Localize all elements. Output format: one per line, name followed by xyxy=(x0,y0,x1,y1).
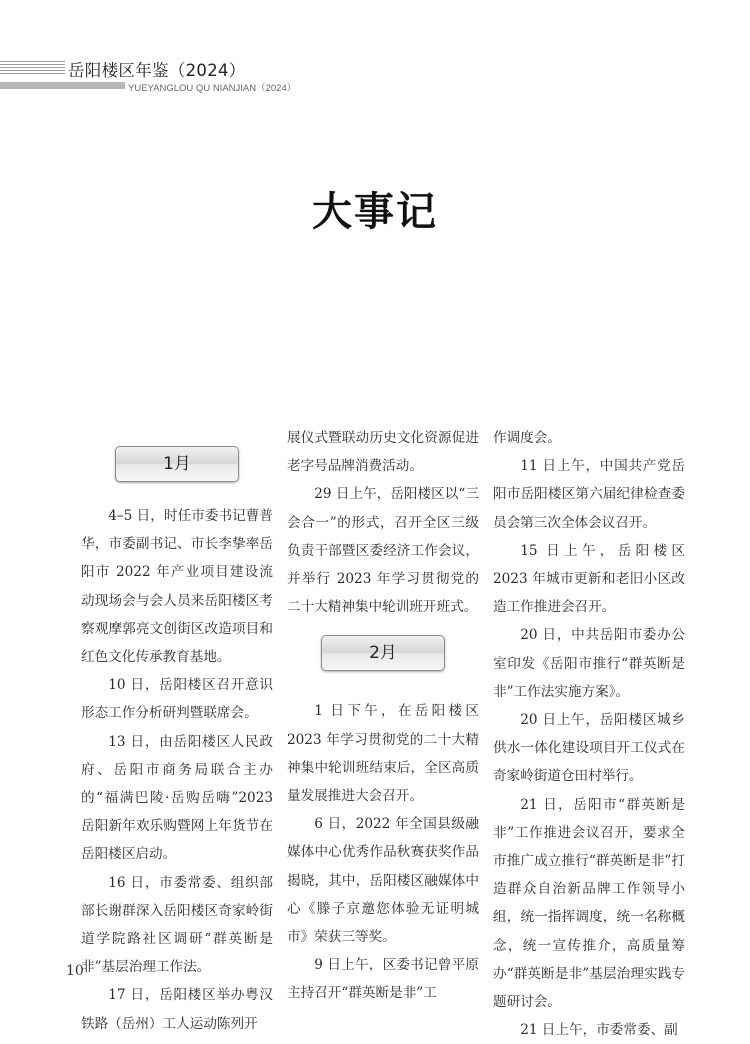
header-stripes-decoration xyxy=(0,61,65,74)
event-paragraph: 10 日，岳阳楼区召开意识形态工作分析研判暨联席会。 xyxy=(81,677,273,722)
event-paragraph-continued: 展仪式暨联动历史文化资源促进老字号品牌消费活动。 xyxy=(287,430,479,475)
month-heading-wrap xyxy=(81,446,273,502)
event-paragraph: 20 日上午，岳阳楼区城乡供水一体化建设项目开工仪式在奇家岭街道仓田村举行。 xyxy=(493,712,685,785)
text-column-1 xyxy=(81,446,273,1038)
event-paragraph: 17 日，岳阳楼区举办粤汉铁路（岳州）工人运动陈列开 xyxy=(81,987,273,1032)
text-column-2 xyxy=(287,424,479,1008)
event-paragraph: 11 日上午，中国共产党岳阳市岳阳楼区第六届纪律检查委员会第三次全体会议召开。 xyxy=(493,458,685,531)
event-paragraph: 16 日，市委常委、组织部部长谢群深入岳阳楼区奇家岭街道学院路社区调研“群英断是非”基层治理工作法。 xyxy=(81,874,273,976)
event-paragraph: 21 日上午，市委常委、副 xyxy=(520,1022,678,1039)
event-paragraph: 21 日，岳阳市“群英断是非”工作推进会议召开，要求全市推广成立推行“群英断是非”打造群众自治新品牌工作领导小组，统一指挥调度，统一名称概念，统一宣传推介，高质量筹办“群英断是非”基层治理实践专题研讨会。 xyxy=(493,796,685,1011)
event-paragraph: 15 日上午，岳阳楼区 2023 年城市更新和老旧小区改造工作推进会召开。 xyxy=(493,542,685,616)
page-number: 10 xyxy=(66,963,84,979)
month-heading-wrap xyxy=(287,621,479,697)
event-paragraph: 4–5 日，时任市委书记曹普华，市委副书记、市长李挚率岳阳市 2022 年产业项目建设流动现场会与会人员来岳阳楼区考察观摩郭亮文创街区改造项目和红色文化传承教育基地。 xyxy=(81,508,273,666)
month-heading-badge: 2月 xyxy=(321,635,445,671)
event-paragraph: 9 日上午，区委书记曾平原主持召开“群英断是非”工 xyxy=(287,957,479,1002)
event-paragraph: 20 日，中共岳阳市委办公室印发《岳阳市推行“群英断是非”工作法实施方案》。 xyxy=(493,627,685,700)
running-header-subtitle: YUEYANGLOU QU NIANJIAN（2024） xyxy=(128,83,297,94)
header-bar-decoration xyxy=(0,82,125,89)
text-column-3 xyxy=(493,424,685,1044)
event-paragraph: 1 日下午，在岳阳楼区 2023 年学习贯彻党的二十大精神集中轮训班结束后，全区高质量发展推进大会召开。 xyxy=(287,703,479,805)
page-title: 大事记 xyxy=(312,188,438,235)
event-paragraph: 13 日，由岳阳楼区人民政府、岳阳市商务局联合主办的“福满巴陵·岳购岳嗨”2023 岳阳新年欢乐购暨网上年货节在岳阳楼区启动。 xyxy=(81,733,273,863)
event-paragraph-continued: 作调度会。 xyxy=(493,430,561,446)
month-heading-badge: 1月 xyxy=(115,446,239,482)
running-header-title: 岳阳楼区年鉴（2024） xyxy=(68,61,246,80)
event-paragraph: 29 日上午，岳阳楼区以“三会合一”的形式，召开全区三级负责干部暨区委经济工作会议，并举行 2023 年学习贯彻党的二十大精神集中轮训班开班式。 xyxy=(287,486,479,616)
event-paragraph: 6 日，2022 年全国县级融媒体中心优秀作品秋赛获奖作品揭晓，其中，岳阳楼区融媒体中心《滕子京邀您体验无证明城市》荣获三等奖。 xyxy=(287,816,479,946)
